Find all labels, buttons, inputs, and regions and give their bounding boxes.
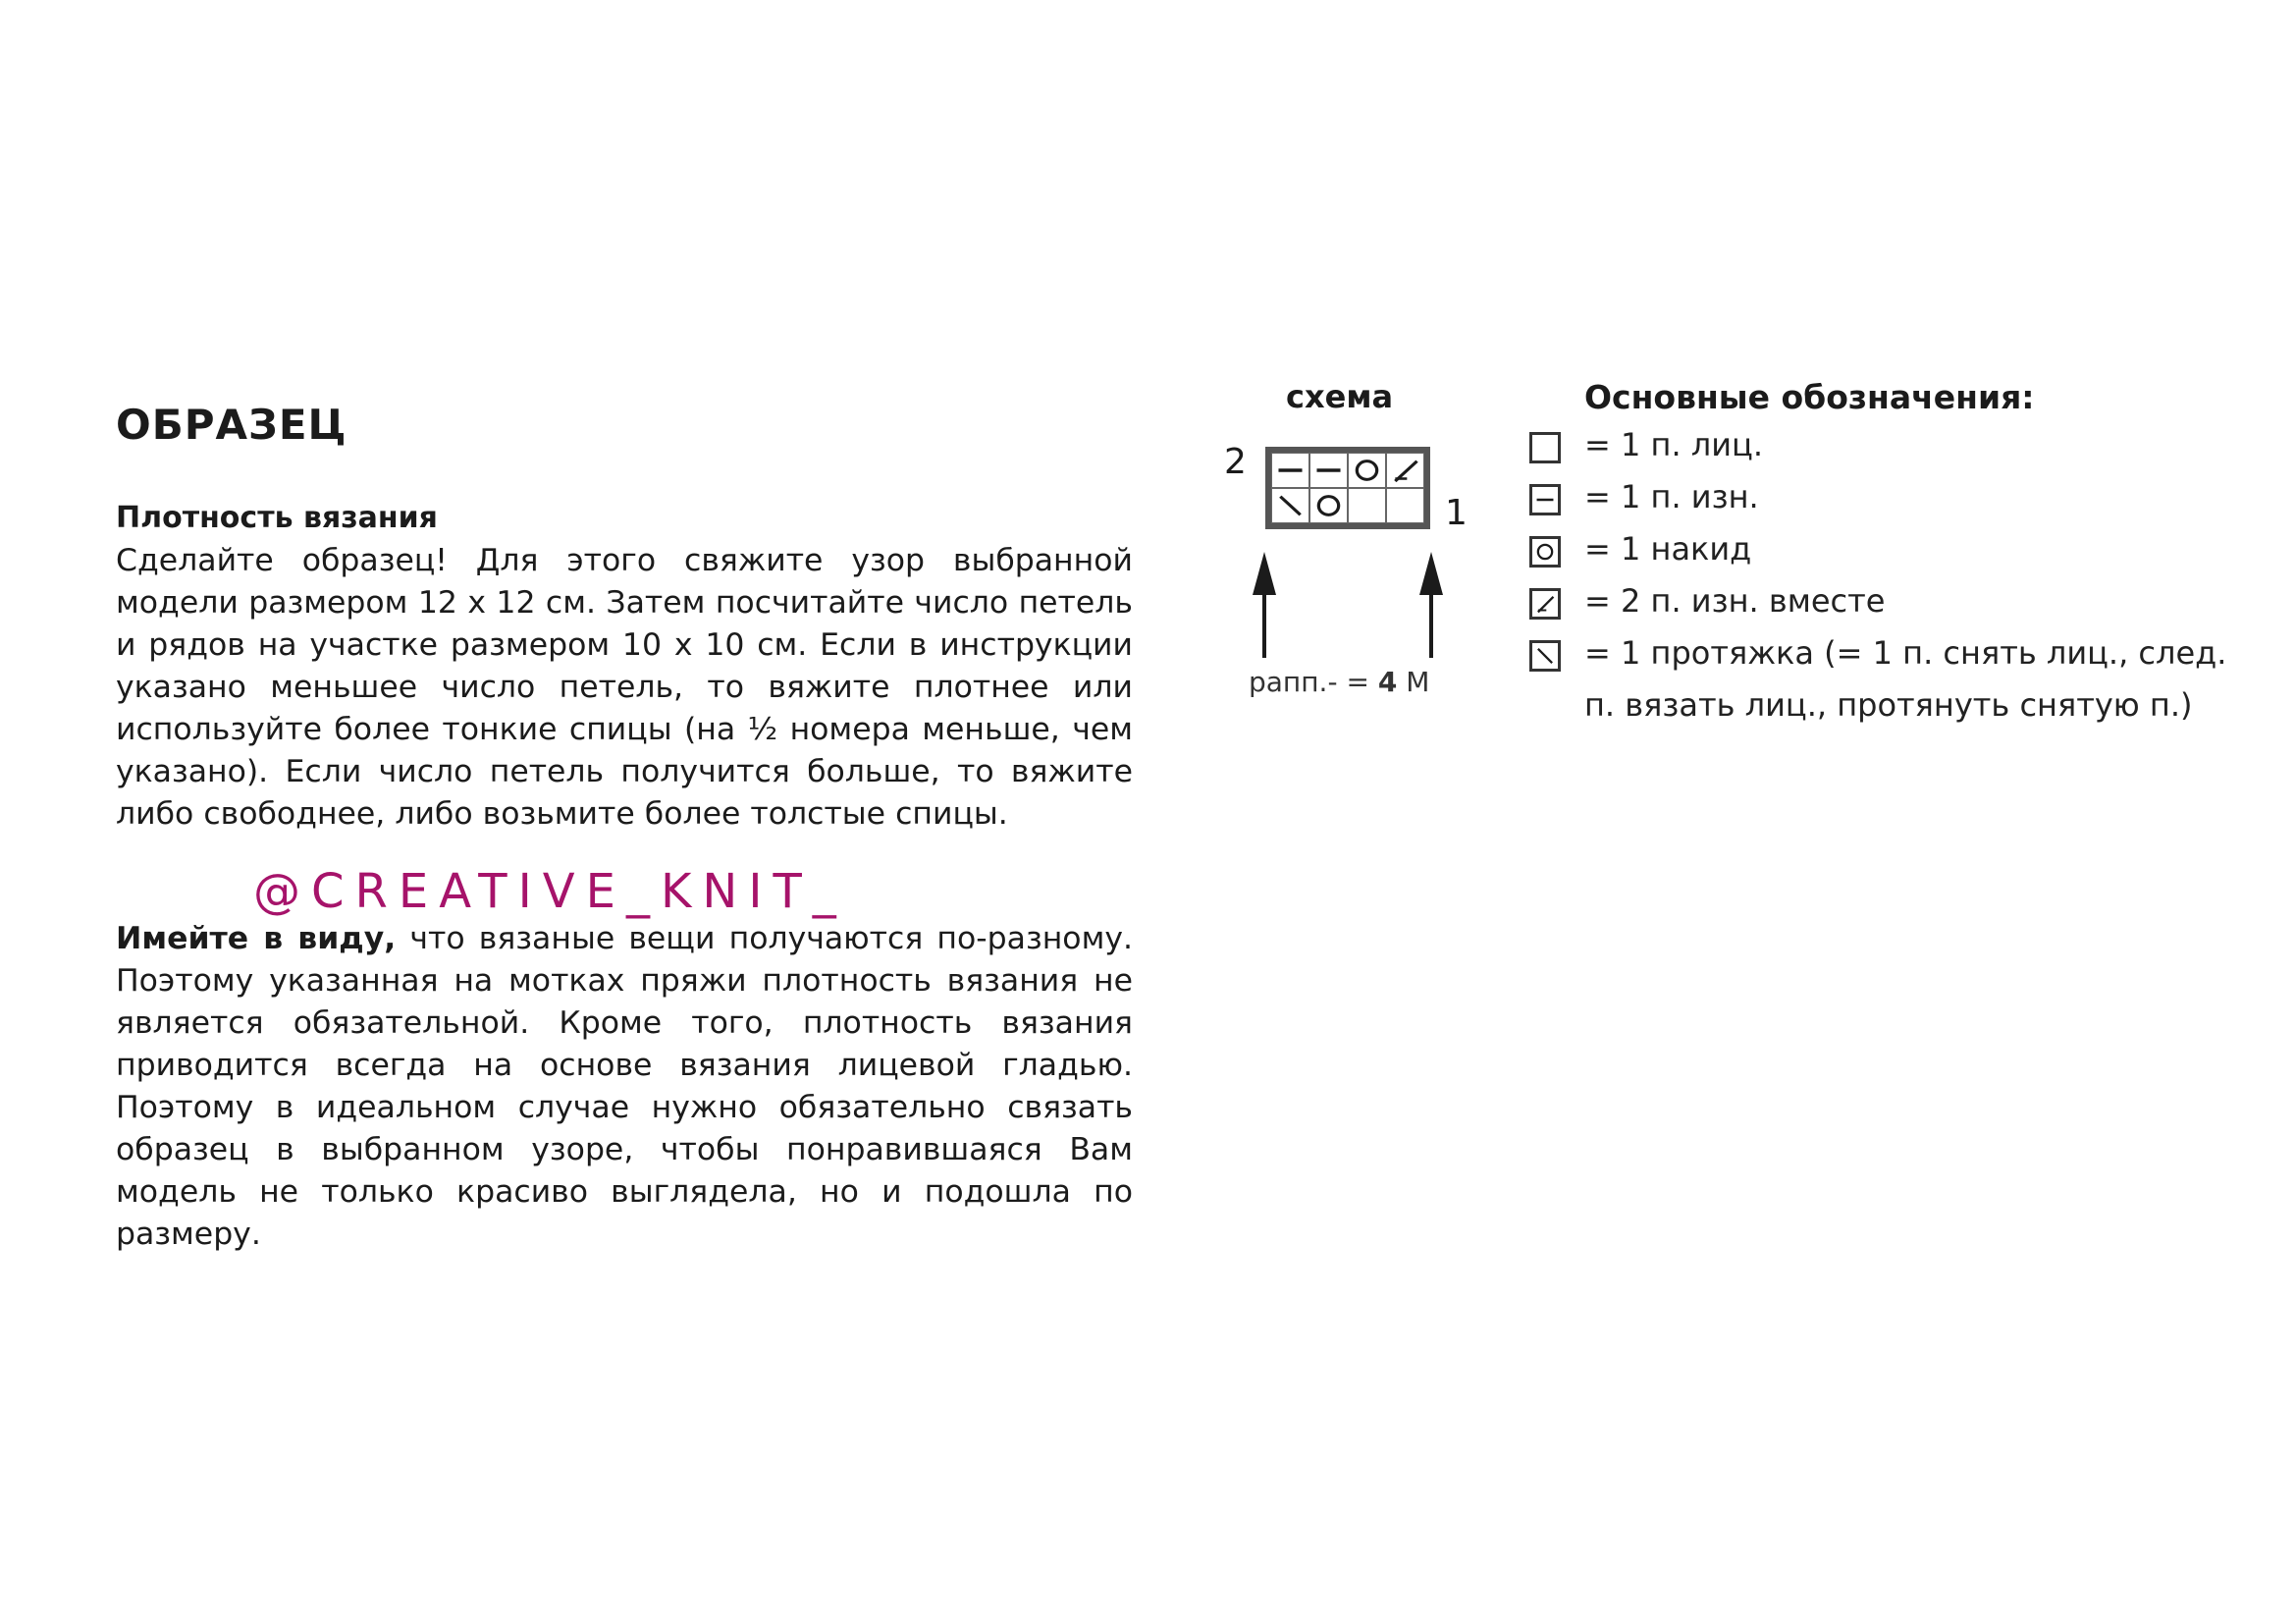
note-bold-lead: Имейте в виду, <box>116 921 397 956</box>
left-arrow-icon <box>1247 550 1282 660</box>
rapport-count: 4 <box>1377 666 1398 698</box>
chart-cell-knit-icon <box>1348 488 1386 523</box>
legend-item-text: = 1 накид <box>1584 530 1752 568</box>
chart-cell-purl-icon <box>1309 453 1348 488</box>
note-text: что вязаные вещи получаются по-разному. Поэтому указанная на мотках пряжи плотность вязания не является обязательной. Кроме того, плотность вязания приводится всегда на основе вязания лицевой гладью. Поэтому в идеальном случае нужно обязательно связать образец в выбранном узоре, чтобы понравившаяся Вам модель не только красиво выглядела, но и подошла по размеру. <box>116 921 1133 1252</box>
rapport-unit: М <box>1397 666 1430 698</box>
skpo-symbol-icon <box>1529 640 1561 672</box>
chart-cell-yarn-over-icon <box>1309 488 1348 523</box>
legend-item <box>1529 574 2236 627</box>
chart-cell-yarn-over-icon <box>1348 453 1386 488</box>
chart-label: схема <box>1286 378 1394 415</box>
legend-item <box>1529 470 2236 523</box>
legend-item-text: п. вязать лиц., протянуть снятую п.) <box>1584 686 2193 724</box>
legend-title: Основные обозначения: <box>1584 378 2035 416</box>
chart-cell-purl-icon <box>1271 453 1309 488</box>
right-arrow-icon <box>1414 550 1449 660</box>
legend-item <box>1529 418 2236 471</box>
chart-cell-skpo-icon <box>1271 488 1309 523</box>
gauge-paragraph: Сделайте образец! Для этого свяжите узор выбранной модели размером 12 х 12 см. Затем посчитайте число петель и рядов на участке размером 10 х 10 см. Если в инструкции указано меньшее число петель, то вяжите плотнее или используйте более тонкие спицы (на ½ номера меньше, чем указано). Если число петель получится больше, то вяжите либо свободнее, либо возьмите более толстые спицы. <box>116 543 1133 832</box>
chart-cell-knit-icon <box>1386 488 1424 523</box>
note-paragraph <box>116 918 1133 1256</box>
chart-cell-p2tog-icon <box>1386 453 1424 488</box>
rapport-prefix: рапп.- = <box>1249 666 1378 698</box>
legend-item-text: = 1 п. изн. <box>1584 478 1759 515</box>
legend-item <box>1584 678 2291 731</box>
knit-symbol-icon <box>1529 432 1561 463</box>
legend-item <box>1529 626 2236 679</box>
rapport-label <box>1249 666 1429 698</box>
section-heading: Плотность вязания <box>116 501 438 535</box>
purl-symbol-icon <box>1529 484 1561 515</box>
yarn-over-symbol-icon <box>1529 536 1561 568</box>
row-number-2: 2 <box>1224 442 1247 482</box>
watermark: @CREATIVE_KNIT_ <box>253 864 847 919</box>
legend-item-text: = 1 протяжка (= 1 п. снять лиц., след. <box>1584 634 2227 672</box>
row-number-1: 1 <box>1445 493 1468 533</box>
page-title: ОБРАЗЕЦ <box>116 401 347 449</box>
legend-item <box>1529 522 2236 575</box>
legend-item-text: = 2 п. изн. вместе <box>1584 582 1886 620</box>
p2tog-symbol-icon <box>1529 588 1561 620</box>
legend-item-text: = 1 п. лиц. <box>1584 426 1763 463</box>
knitting-chart-grid <box>1265 447 1430 529</box>
